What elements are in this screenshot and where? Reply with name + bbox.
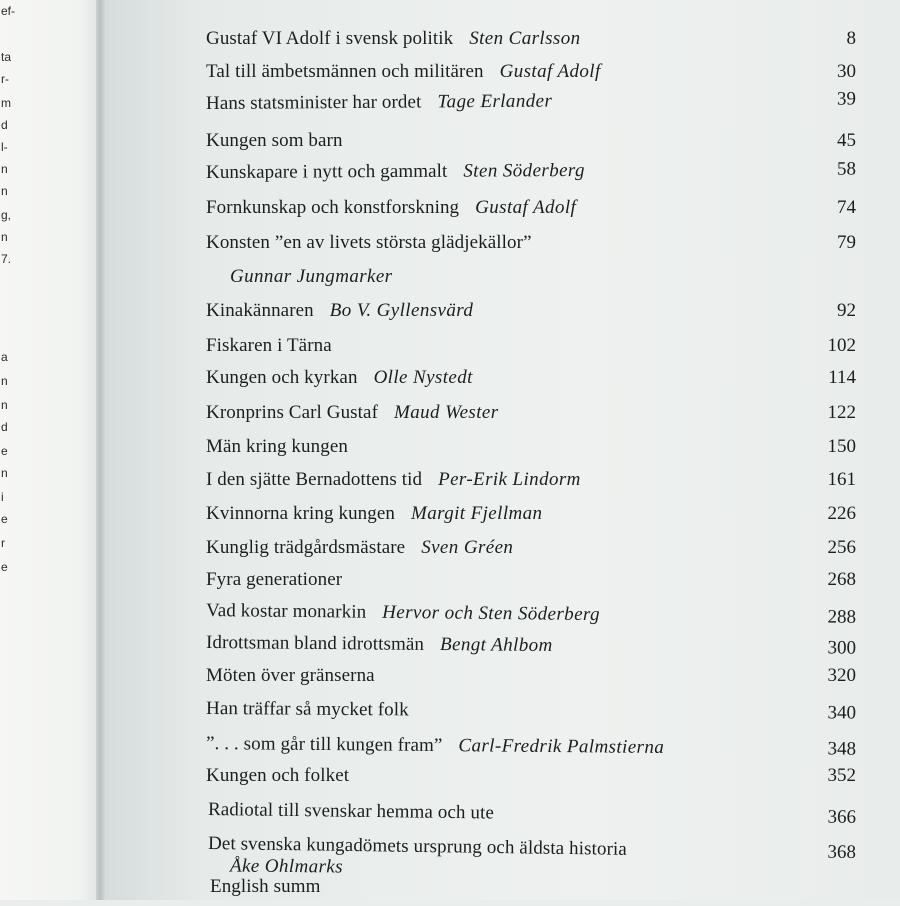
left-page-fragment: r- <box>1 72 9 86</box>
toc-sub-author: Åke Ohlmarks <box>229 855 344 878</box>
left-page-fragment: r <box>1 536 5 550</box>
toc-title-text: Kungen och folket <box>206 765 350 786</box>
left-page-fragment: n <box>1 374 8 388</box>
toc-entry-page-number: 8 <box>846 28 856 49</box>
toc-entry-author: Gustaf Adolf <box>499 61 601 82</box>
toc-entry <box>206 130 856 160</box>
toc-entry-page-number: 39 <box>836 88 857 110</box>
toc-title-text: Tal till ämbetsmännen och militären <box>206 61 484 82</box>
toc-entry <box>206 61 856 91</box>
toc-title-text: Kvinnorna kring kungen <box>206 503 395 524</box>
toc-title-text: Radiotal till svenskar hemma och ute <box>207 799 495 824</box>
left-page-fragment: n <box>1 466 8 480</box>
toc-entry-title <box>206 335 332 357</box>
toc-entry-page-number: 114 <box>828 367 856 388</box>
toc-entry-author: Carl-Fredrik Palmstierna <box>458 735 665 758</box>
toc-entry <box>206 436 856 466</box>
toc-title-text: Män kring kungen <box>206 436 348 457</box>
toc-entry-title <box>206 765 349 787</box>
toc-entry-title <box>208 799 494 824</box>
toc-entry <box>206 335 856 365</box>
left-page-fragment: d <box>1 420 8 434</box>
toc-entry <box>206 698 856 733</box>
toc-title-text: Kronprins Carl Gustaf <box>206 402 379 423</box>
left-page-fragment: g, <box>1 208 12 222</box>
book-gutter <box>96 0 106 900</box>
toc-entry-page-number: 256 <box>827 537 856 558</box>
toc-entry <box>206 88 856 123</box>
toc-entry <box>206 159 856 192</box>
toc-entry-page-number: 79 <box>837 232 856 253</box>
toc-entry <box>206 300 856 330</box>
left-page-fragment: n <box>1 162 8 176</box>
toc-entry-title <box>206 232 532 254</box>
toc-sub-author: Gunnar Jungmarker <box>230 266 393 287</box>
toc-title-text: I den sjätte Bernadottens tid <box>206 469 423 490</box>
toc-entry <box>206 765 856 795</box>
toc-entry-page-number: 92 <box>837 300 856 321</box>
toc-entry-page-number: 122 <box>827 402 856 423</box>
left-page-fragment: n <box>1 184 8 198</box>
toc-entry-title <box>206 61 601 83</box>
toc-entry <box>206 28 856 58</box>
toc-entry-page-number: 348 <box>827 738 857 760</box>
left-page-fragment: 7. <box>1 252 12 266</box>
toc-entry <box>206 537 856 567</box>
toc-entry-title <box>206 503 542 525</box>
toc-entry <box>206 469 856 499</box>
toc-title-text: Kungen och kyrkan <box>206 367 358 388</box>
toc-title-text: Konsten ”en av livets största glädjekällor” <box>206 232 532 253</box>
toc-entry-page-number: 150 <box>827 436 856 457</box>
toc-title-text: Gustaf VI Adolf i svensk politik <box>206 28 454 49</box>
toc-title-text: Fornkunskap och konstforskning <box>206 197 460 218</box>
toc-entry-page-number: 74 <box>837 197 856 218</box>
toc-entry-title <box>206 91 552 115</box>
toc-entry-author: Margit Fjellman <box>411 503 543 524</box>
toc-entry-author: Sven Gréen <box>421 537 514 558</box>
left-page <box>0 0 100 900</box>
toc-entry-author: Per-Erik Lindorm <box>438 469 581 490</box>
toc-title-text: Kungen som barn <box>206 130 343 151</box>
toc-entry-author: Bengt Ahlbom <box>439 634 553 657</box>
left-page-fragment: m <box>1 96 11 110</box>
toc-entry <box>206 232 856 262</box>
toc-entry-page-number: 268 <box>827 569 856 590</box>
left-page-fragment: ta <box>1 50 12 64</box>
toc-entry <box>206 367 856 397</box>
left-page-fragment: e <box>1 444 8 458</box>
toc-entry-title <box>206 402 499 424</box>
toc-entry-page-number: 366 <box>827 806 857 828</box>
toc-entry-title <box>206 367 473 389</box>
left-page-fragment: i <box>1 490 4 504</box>
toc-entry-title <box>206 733 664 759</box>
toc-entry-page-number: 368 <box>827 841 857 864</box>
toc-entry-author: Sten Söderberg <box>463 160 585 182</box>
toc-entry-title <box>206 600 600 626</box>
toc-entry-page-number: 226 <box>827 503 856 524</box>
toc-entry-page-number: 352 <box>827 765 856 786</box>
left-page-fragment: n <box>1 230 8 244</box>
toc-entry-page-number: 300 <box>827 637 857 659</box>
toc-title-text: Kunskapare i nytt och gammalt <box>205 160 448 183</box>
toc-entry-title <box>206 698 409 721</box>
left-page-fragment: n <box>1 398 8 412</box>
toc-entry-author: Bo V. Gyllensvärd <box>329 300 474 321</box>
toc-title-text: English summ <box>210 876 321 897</box>
toc-entry <box>206 632 856 668</box>
toc-entry-page-number: 102 <box>827 335 856 356</box>
toc-entry <box>210 876 856 906</box>
toc-entry-title <box>206 300 473 322</box>
left-page-fragment: l- <box>1 140 8 154</box>
toc-entry-title <box>206 469 581 491</box>
toc-title-text: Han träffar så mycket folk <box>205 698 409 721</box>
toc-entry-author: Gustaf Adolf <box>475 197 577 218</box>
toc-title-text: Kunglig trädgårdsmästare <box>206 537 406 558</box>
left-page-fragment: e <box>1 512 8 526</box>
toc-entry-title <box>206 160 585 184</box>
toc-title-text: Fiskaren i Tärna <box>206 335 332 356</box>
toc-entry-page-number: 45 <box>837 130 856 151</box>
left-page-fragment: a <box>1 350 8 364</box>
toc-entry-author: Maud Wester <box>394 402 499 423</box>
toc-entry <box>206 503 856 533</box>
toc-entry-title <box>206 28 581 50</box>
toc-title-text: ”. . . som går till kungen fram” <box>205 733 443 757</box>
toc-entry-author: Hervor och Sten Söderberg <box>382 601 601 626</box>
toc-entry <box>206 569 856 599</box>
toc-title-text: Hans statsminister har ordet <box>205 91 422 114</box>
toc-title-text: Fyra generationer <box>206 569 343 590</box>
toc-entry-title <box>206 569 342 591</box>
toc-entry-page-number: 340 <box>827 702 857 724</box>
toc-entry-title <box>206 632 553 657</box>
toc-title-text: Kinakännaren <box>206 300 314 321</box>
toc-title-text: Möten över gränserna <box>206 665 375 686</box>
left-page-fragment: ef- <box>1 4 16 18</box>
toc-entry <box>206 665 856 695</box>
left-page-fragment: e <box>1 560 8 574</box>
toc-entry-author: Olle Nystedt <box>373 367 473 388</box>
toc-title-text: Det svenska kungadömets ursprung och äldsta historia <box>207 833 628 860</box>
toc-entry-title <box>206 537 513 559</box>
toc-entry-author: Tage Erlander <box>437 90 553 113</box>
toc-entry <box>206 733 856 769</box>
toc-entry-title <box>210 876 320 898</box>
toc-entry-title <box>206 665 375 687</box>
toc-entry-page-number: 320 <box>827 665 856 686</box>
toc-entry-title <box>206 197 576 219</box>
toc-entry-title <box>206 436 348 458</box>
toc-entry-title <box>206 130 343 152</box>
toc-entry <box>206 197 856 227</box>
toc-entry-page-number: 161 <box>827 469 856 490</box>
toc-entry-page-number: 288 <box>827 606 857 628</box>
toc-entry-author: Sten Carlsson <box>469 28 581 49</box>
toc-title-text: Idrottsman bland idrottsmän <box>205 632 425 655</box>
toc-entry <box>206 402 856 432</box>
toc-entry-page-number: 58 <box>836 158 857 180</box>
toc-entry-page-number: 30 <box>837 61 856 82</box>
toc-title-text: Vad kostar monarkin <box>205 600 367 623</box>
left-page-fragment: d <box>1 118 8 132</box>
